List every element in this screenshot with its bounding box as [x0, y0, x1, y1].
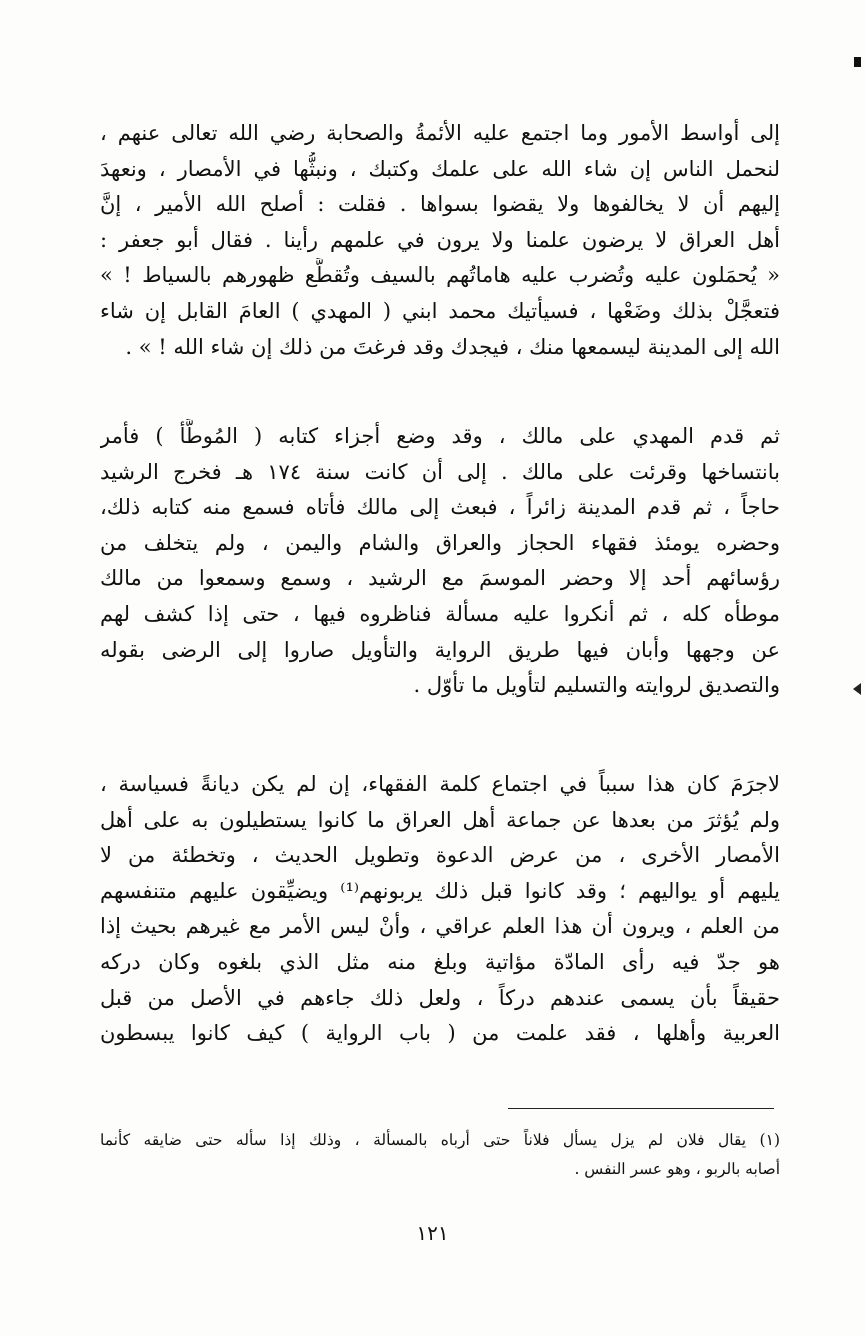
- text-line: حاجاً ، ثم قدم المدينة زائراً ، فبعث إلى مالك فأتاه فسمع منه كتابه ذلك،: [100, 495, 780, 520]
- text-line: إليهم أن لا يخالفوها ولا يقضوا بسواها . فقلت : أصلح الله الأمير ، إنَّ: [100, 192, 780, 217]
- text-line: أهل العراق لا يرضون علمنا ولا يرون في علمهم رأينا . فقال أبو جعفر :: [100, 227, 780, 252]
- paragraph-1: [100, 116, 780, 365]
- text-line: من العلم ، ويرون أن هذا العلم عراقي ، وأنْ ليس الأمر مع غيرهم بحيث إذا: [100, 914, 780, 939]
- text-line: لنحمل الناس إن شاء الله على علمك وكتبك ، ونبثُّها في الأمصار ، ونعهدَ: [100, 156, 780, 181]
- text-line: عن وجهها وأبان فيها طريق الرواية والتأويل صاروا إلى الرضى بقوله: [100, 637, 780, 662]
- paragraph-3: [100, 767, 780, 1052]
- footnote-line: أصابه بالربو ، وهو عسر النفس .: [574, 1160, 780, 1178]
- paragraph-2: [100, 419, 780, 704]
- footnote: [100, 1126, 780, 1184]
- text-line: العربية وأهلها ، فقد علمت من ( باب الرواية ) كيف كانوا يبسطون: [100, 1021, 780, 1046]
- text-line: والتصديق لروايته والتسليم لتأويل ما تأوّل .: [413, 673, 780, 698]
- scan-side-mark: [853, 683, 861, 695]
- text-line: حقيقاً بأن يسمى عندهم دركاً ، ولعل ذلك جاءهم في الأصل من قبل: [100, 985, 780, 1010]
- page-number: ١٢١: [416, 1221, 449, 1245]
- text-line: يليهم أو يواليهم ؛ وقد كانوا قبل ذلك يربونهم⁽¹⁾ ويضيِّقون عليهم متنفسهم: [100, 878, 780, 903]
- text-line: بانتساخها وقرئت على مالك . إلى أن كانت سنة ١٧٤ هـ فخرج الرشيد: [100, 459, 780, 484]
- text-line: ثم قدم المهدي على مالك ، وقد وضع أجزاء كتابه ( المُوطَّأ ) فأمر: [100, 424, 780, 448]
- text-line: ولم يُؤثرَ من بعدها عن جماعة أهل العراق ما كانوا يستطيلون به على أهل: [100, 807, 780, 832]
- text-line: « يُحمَلون عليه وتُضرب عليه هاماتُهم بالسيف وتُقطَّع ظهورهم بالسياط ! »: [100, 263, 780, 288]
- footnote-divider: [508, 1108, 774, 1109]
- text-line: فتعجَّلْ بذلك وضَعْها ، فسيأتيك محمد ابني ( المهدي ) العامَ القابل إن شاء: [100, 298, 780, 323]
- text-line: الأمصار الأخرى ، من عرض الدعوة وتطويل الحديث ، وتخطئة من لا: [100, 843, 780, 868]
- text-line: موطأه كله ، ثم أنكروا عليه مسألة فناظروه فيها ، حتى إذا كشف لهم: [100, 601, 780, 626]
- footnote-line: (١) يقال فلان لم يزل يسأل فلاناً حتى أرباه بالمسألة ، وذلك إذا سأله حتى ضايقه كأنما: [100, 1131, 780, 1149]
- text-line: لاجرَمَ كان هذا سبباً في اجتماع كلمة الفقهاء، إن لم يكن ديانةً فسياسة ،: [100, 772, 780, 796]
- text-line: وحضره يومئذ فقهاء الحجاز والعراق والشام واليمن ، ولم يتخلف من: [100, 530, 780, 555]
- text-line: الله إلى المدينة ليسمعها منك ، فيجدك وقد فرغتَ من ذلك إن شاء الله ! » .: [125, 334, 780, 359]
- text-line: إلى أواسط الأمور وما اجتمع عليه الأئمةُ والصحابة رضي الله تعالى عنهم ،: [100, 121, 780, 145]
- text-line: رؤسائهم أحد إلا وحضر الموسمَ مع الرشيد ، وسمع وسمعوا من مالك: [100, 566, 780, 591]
- scan-edge-mark: [854, 57, 861, 67]
- text-line: هو جدّ فيه رأى المادّة مؤاتية وبلغ منه مثل الذي بلغوه وكان دركه: [100, 949, 780, 974]
